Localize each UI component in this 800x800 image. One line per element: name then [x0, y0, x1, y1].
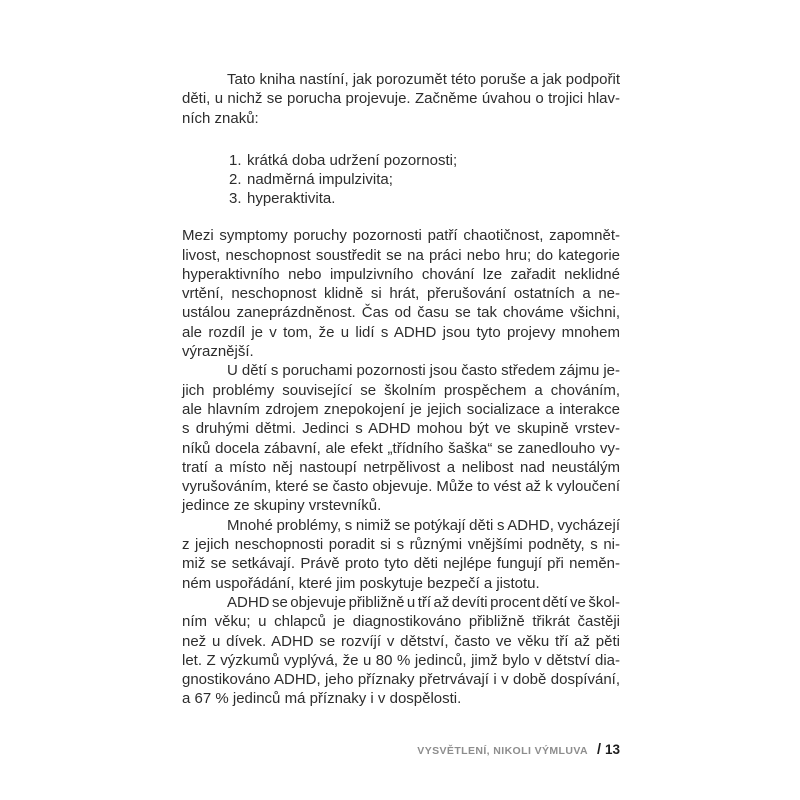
text-line: s druhými dětmi. Jedinci s ADHD mohou být ve skupině vrstev-	[182, 420, 620, 438]
text-line: jedince ze skupiny vrstevníků.	[182, 497, 382, 515]
paragraph-problems	[182, 516, 620, 593]
page-number: 13	[604, 742, 620, 757]
text-line: Mnohé problémy, s nimiž se potýkají děti s ADHD, vycházejí	[227, 516, 620, 534]
text-line: U dětí s poruchami pozornosti jsou často středem zájmu je-	[227, 362, 620, 380]
text-line: vrtění, neschopnost klidně si hrát, přerušování ostatních a ne-	[182, 285, 620, 303]
list-item-number: 1.	[229, 151, 242, 169]
paragraph-social	[182, 361, 620, 515]
text-line: vyrušováním, které se často objevuje. Může to vést až k vyloučení	[182, 478, 620, 496]
list-item-number: 3.	[229, 190, 242, 208]
list-item-text: hyperaktivita.	[247, 190, 336, 208]
text-line: níků docela zábavní, ale efekt „třídního šaška“ se zanedlouho vy-	[182, 439, 620, 457]
list-item	[229, 170, 620, 189]
paragraph-intro	[182, 70, 620, 128]
text-line: jich problémy související se školním prospěchem a chováním,	[182, 381, 620, 399]
list-item-text: nadměrná impulzivita;	[247, 171, 393, 189]
text-line: a 67 % jedinců má příznaky i v dospělosti.	[182, 690, 462, 708]
paragraph-symptoms	[182, 226, 620, 361]
text-line: Mezi symptomy poruchy pozornosti patří chaotičnost, zapomnět-	[182, 227, 620, 245]
text-line: Tato kniha nastíní, jak porozumět této poruše a jak podpořit	[227, 71, 620, 88]
list-item	[229, 151, 620, 170]
text-line: z jejich neschopnosti poradit si s různými vnějšími podněty, s ni-	[182, 536, 620, 554]
text-line: výraznější.	[182, 343, 254, 361]
text-column	[182, 70, 620, 709]
text-line: ním věku; u chlapců je diagnostikováno přibližně třikrát častěji	[182, 613, 620, 631]
text-line: ních znaků:	[182, 109, 259, 127]
text-line: tratí a místo něj nastoupí netrpělivost a nelibost nad neustálým	[182, 458, 620, 476]
text-line: ADHD se objevuje přibližně u tří až devíti procent dětí ve škol-	[227, 593, 620, 611]
text-line: než u dívek. ADHD se rozvíjí v dětství, často ve věku tří až pěti	[182, 632, 620, 650]
text-line: ale rozdíl je v tom, že u lidí s ADHD jsou tyto projevy mnohem	[182, 323, 620, 341]
text-line: gnostikováno ADHD, jeho příznaky přetrvávají i v době dospívání,	[182, 671, 620, 689]
list-item-text: krátká doba udržení pozornosti;	[247, 151, 458, 169]
list-item-number: 2.	[229, 171, 242, 189]
text-line: miž se setkávají. Právě proto tyto děti nejlépe fungují při neměn-	[182, 555, 620, 573]
page-footer	[417, 742, 620, 758]
page-number-separator: /	[596, 742, 601, 758]
list-item	[229, 189, 620, 208]
text-line: ném uspořádání, které jim poskytuje bezpečí a jistotu.	[182, 574, 540, 592]
text-line: livost, neschopnost soustředit se na práci nebo hru; do kategorie	[182, 246, 620, 264]
text-line: ustálou zaneprázdněnost. Čas od času se tak chováme všichni,	[182, 304, 620, 322]
text-line: ale hlavním zdrojem znepokojení je jejich socializace a interakce	[182, 400, 620, 418]
running-title: VYSVĚTLENÍ, NIKOLI VÝMLUVA	[417, 745, 588, 757]
text-line: hyperaktivního nebo impulzivního chování lze zařadit neklidné	[182, 265, 620, 283]
paragraph-statistics	[182, 593, 620, 709]
symptom-list	[182, 151, 620, 209]
text-line: let. Z výzkumů vyplývá, že u 80 % jedinců, jimž bylo v dětství dia-	[182, 651, 620, 669]
text-line: děti, u nichž se porucha projevuje. Začněme úvahou o trojici hlav-	[182, 90, 620, 108]
